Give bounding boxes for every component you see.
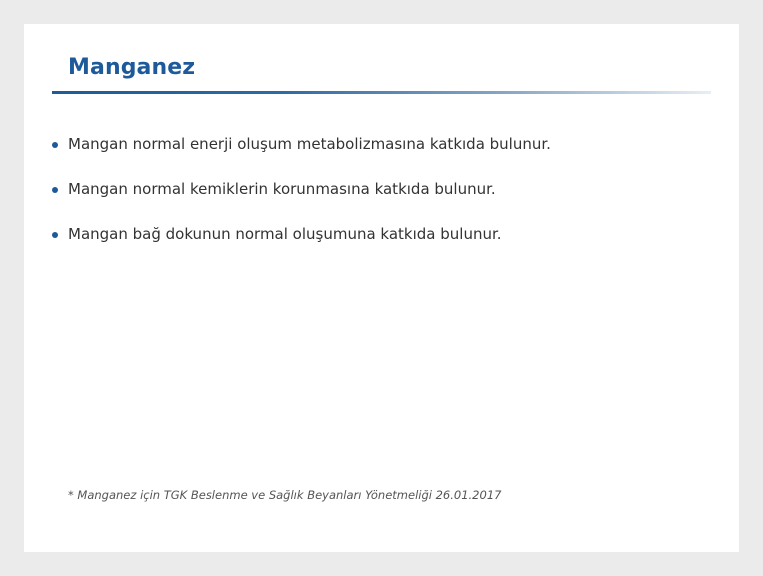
- slide-card: [24, 24, 739, 552]
- bullet-text: Mangan normal kemiklerin korunmasına katkıda bulunur.: [68, 180, 496, 198]
- title-underline: [52, 91, 711, 94]
- page-title: Manganez: [68, 55, 196, 80]
- bullet-text: Mangan bağ dokunun normal oluşumuna katkıda bulunur.: [68, 225, 502, 243]
- bullet-icon: [52, 142, 58, 148]
- bullet-icon: [52, 232, 58, 238]
- footnote: * Manganez için TGK Beslenme ve Sağlık Beyanları Yönetmeliği 26.01.2017: [68, 488, 502, 502]
- bullet-text: Mangan normal enerji oluşum metabolizmasına katkıda bulunur.: [68, 135, 551, 153]
- bullet-icon: [52, 187, 58, 193]
